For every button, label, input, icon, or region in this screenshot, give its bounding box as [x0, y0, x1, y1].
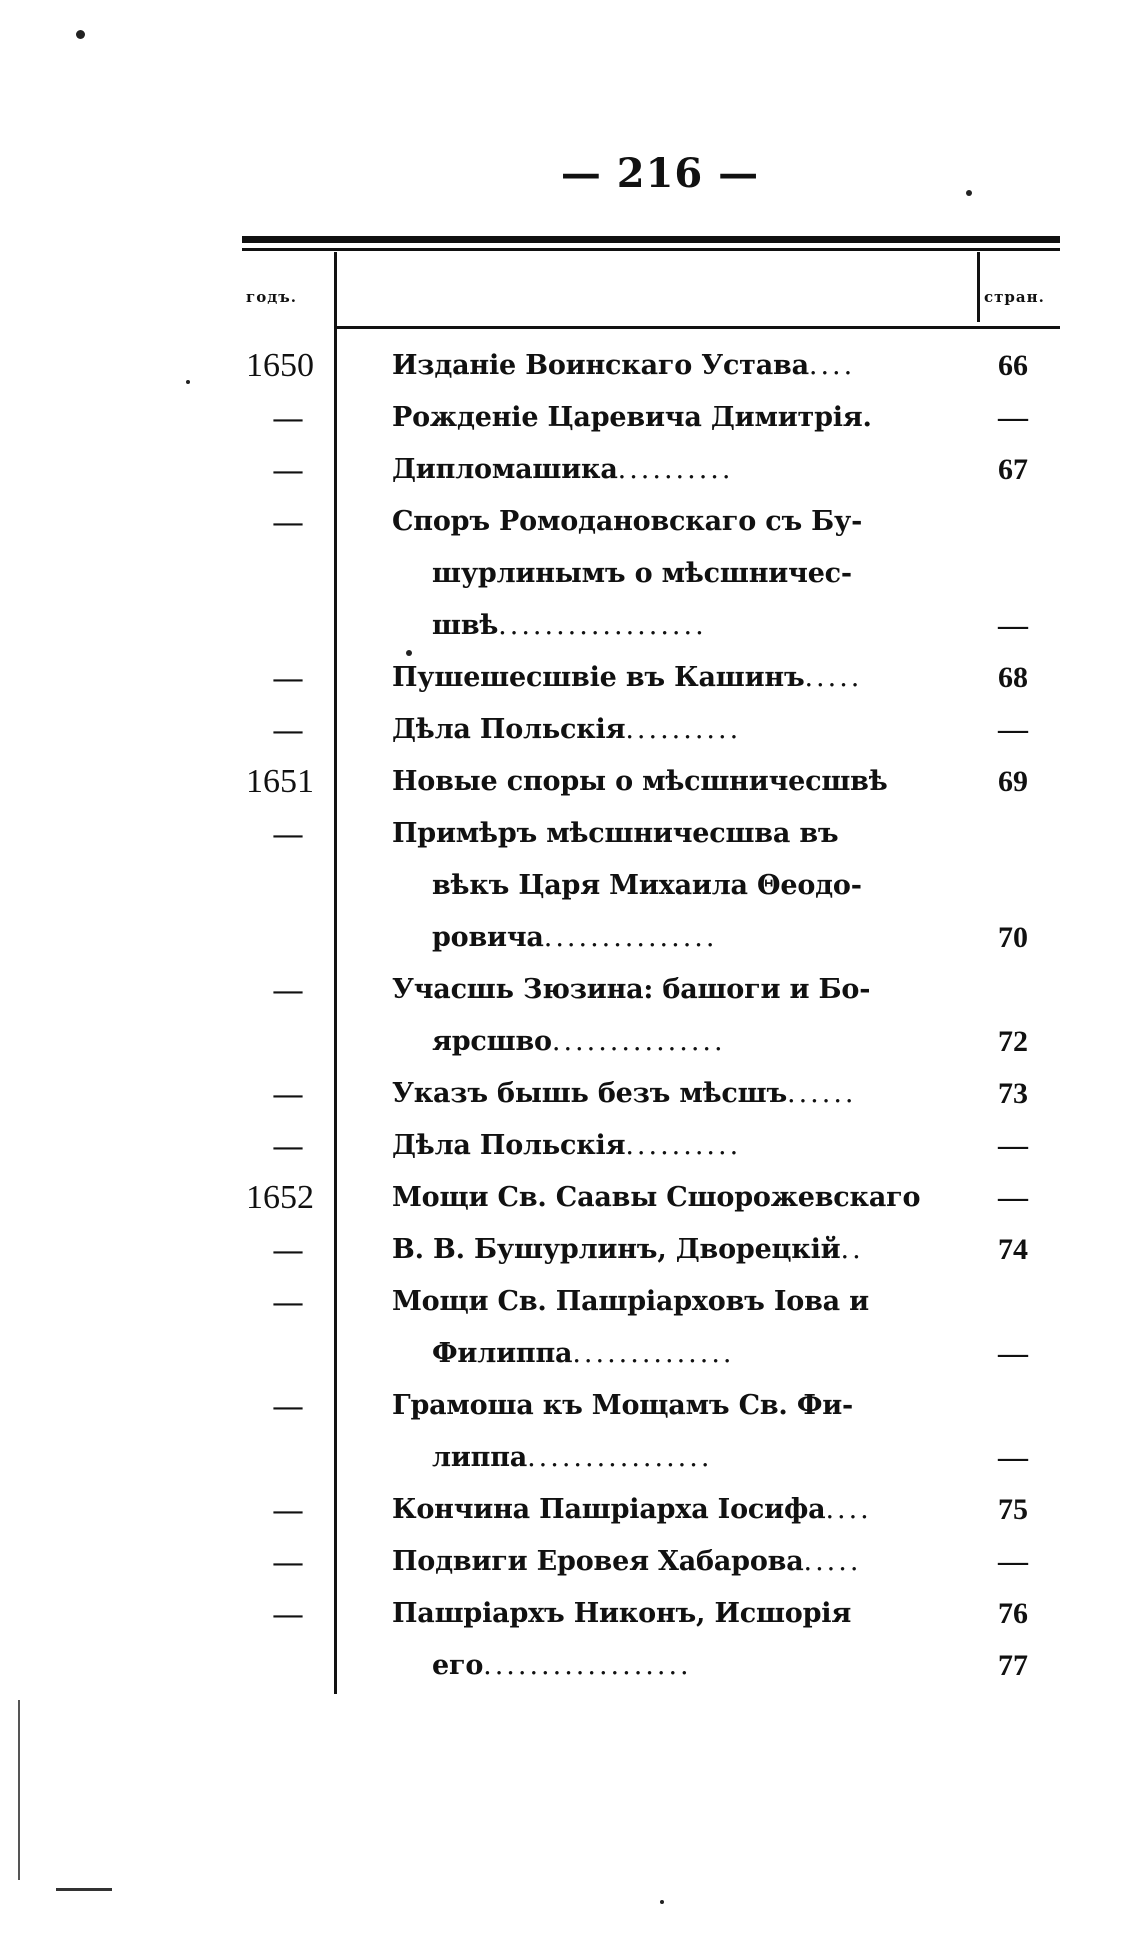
row-year: —: [272, 1543, 304, 1581]
dot-leader: ......: [787, 1078, 857, 1109]
row-page-number: 69: [998, 765, 1028, 798]
row-page-number: 74: [998, 1233, 1028, 1266]
row-entry: [432, 1640, 940, 1692]
row-page-number: —: [998, 1181, 1028, 1214]
entry-title: ровича: [432, 922, 544, 953]
table-row: [0, 496, 1140, 548]
entry-title: Рожденіе Царевича Димитрія.: [392, 402, 872, 433]
row-page-number: —: [998, 401, 1028, 434]
row-entry: [392, 808, 940, 860]
row-page-number: —: [998, 1129, 1028, 1162]
row-year: [246, 600, 330, 652]
row-year: 1652: [246, 1179, 314, 1216]
row-entry: [432, 1432, 940, 1484]
dot-leader: ...............: [543, 922, 718, 953]
dot-leader: ..: [840, 1234, 864, 1265]
entry-title: его: [432, 1650, 484, 1681]
row-year: 1650: [246, 347, 314, 384]
row-year: —: [272, 1231, 304, 1269]
dot-leader: .....: [804, 662, 863, 693]
row-page-number: [968, 860, 1058, 912]
entry-title: Примѣръ мѣсшничесшва въ: [392, 818, 839, 849]
row-entry: [392, 1380, 940, 1432]
table-row: [0, 860, 1140, 912]
table-row: [0, 1016, 1140, 1068]
table-row: [0, 1224, 1140, 1276]
entry-title: Дипломашика: [392, 454, 618, 485]
row-page-number: [968, 808, 1058, 860]
dot-leader: .....: [803, 1546, 862, 1577]
table-row: [0, 1328, 1140, 1380]
table-row: [0, 548, 1140, 600]
row-entry: [432, 1016, 940, 1068]
ink-speck: [966, 190, 972, 196]
row-year: —: [272, 971, 304, 1009]
row-year: [246, 1432, 330, 1484]
entry-title: Мощи Св. Саавы Сшорожевскаго: [392, 1182, 921, 1213]
footer-mark: [56, 1888, 112, 1891]
left-margin-mark: [18, 1700, 20, 1880]
row-year: —: [272, 1283, 304, 1321]
page-column-header: стран.: [984, 288, 1045, 306]
row-year: [246, 1328, 330, 1380]
row-page-number: —: [998, 609, 1028, 642]
row-page-number: [968, 496, 1058, 548]
row-entry: [392, 756, 940, 808]
table-row: [0, 1536, 1140, 1588]
table-row: [0, 912, 1140, 964]
row-year: 1651: [246, 763, 314, 800]
row-page-number: —: [998, 713, 1028, 746]
row-page-number: [968, 548, 1058, 600]
table-row: [0, 340, 1140, 392]
dot-leader: ....: [808, 350, 856, 381]
row-entry: [392, 1276, 940, 1328]
table-row: [0, 704, 1140, 756]
entry-title: Изданіе Воинскаго Устава: [392, 350, 809, 381]
entry-title: швѣ: [432, 610, 499, 641]
ink-speck: [186, 380, 190, 384]
table-row: [0, 1588, 1140, 1640]
row-entry: [392, 1120, 940, 1172]
row-entry: [432, 912, 940, 964]
row-entry: [392, 704, 940, 756]
row-page-number: 76: [998, 1597, 1028, 1630]
row-entry: [392, 964, 940, 1016]
table-row: [0, 1068, 1140, 1120]
row-entry: [392, 1224, 940, 1276]
row-page-number: [968, 1276, 1058, 1328]
row-page-number: —: [998, 1337, 1028, 1370]
row-year: [246, 912, 330, 964]
top-thick-rule: [242, 236, 1060, 243]
dot-leader: ..........: [617, 454, 734, 485]
table-row: [0, 652, 1140, 704]
row-page-number: —: [998, 1441, 1028, 1474]
contents-table: [0, 340, 1140, 1692]
table-row: [0, 808, 1140, 860]
row-entry: [432, 860, 940, 912]
entry-title: липпа: [432, 1442, 528, 1473]
row-year: [246, 548, 330, 600]
dot-leader: ..............: [572, 1338, 735, 1369]
row-entry: [432, 600, 940, 652]
table-row: [0, 1172, 1140, 1224]
entry-title: Подвиги Еровея Хабарова: [392, 1546, 804, 1577]
entry-title: Мощи Св. Пашріарховъ Іова и: [392, 1286, 870, 1317]
row-entry: [392, 1588, 940, 1640]
row-year: —: [272, 399, 304, 437]
row-year: [246, 1016, 330, 1068]
table-row: [0, 1120, 1140, 1172]
dot-leader: ..........: [625, 1130, 742, 1161]
dot-leader: ..........: [625, 714, 742, 745]
ink-speck: [76, 30, 85, 39]
row-page-number: [968, 964, 1058, 1016]
row-year: —: [272, 711, 304, 749]
entry-title: В. В. Бушурлинъ, Дворецкій: [392, 1234, 841, 1265]
row-year: —: [272, 1075, 304, 1113]
table-row: [0, 444, 1140, 496]
row-page-number: 66: [998, 349, 1028, 382]
entry-title: Указъ бышь безъ мѣсшъ: [392, 1078, 787, 1109]
row-entry: [392, 1172, 940, 1224]
entry-title: шурлинымъ о мѣсшничес-: [432, 558, 852, 589]
entry-title: Споръ Ромодановскаго съ Бу-: [392, 506, 863, 537]
entry-title: Учасшь Зюзина: башоги и Бо-: [392, 974, 871, 1005]
year-column-header: годъ.: [246, 288, 297, 306]
row-page-number: 72: [998, 1025, 1028, 1058]
row-year: —: [272, 451, 304, 489]
row-entry: [392, 652, 940, 704]
row-year: —: [272, 815, 304, 853]
row-page-number: —: [998, 1545, 1028, 1578]
header-rule: [336, 326, 1060, 329]
row-year: —: [272, 503, 304, 541]
row-year: [246, 1640, 330, 1692]
ink-speck: [406, 650, 412, 656]
entry-title: Дѣла Польскія: [392, 1130, 626, 1161]
row-year: —: [272, 659, 304, 697]
row-year: [246, 860, 330, 912]
entry-title: Дѣла Польскія: [392, 714, 626, 745]
top-thin-rule: [242, 248, 1060, 251]
row-entry: [392, 1484, 940, 1536]
row-entry: [392, 340, 940, 392]
row-entry: [392, 496, 940, 548]
table-row: [0, 600, 1140, 652]
table-row: [0, 1432, 1140, 1484]
ink-speck: [660, 1900, 664, 1904]
table-row: [0, 392, 1140, 444]
row-entry: [392, 1068, 940, 1120]
row-entry: [392, 392, 940, 444]
table-row: [0, 1380, 1140, 1432]
row-page-number: 68: [998, 661, 1028, 694]
row-page-number: 67: [998, 453, 1028, 486]
row-page-number: 77: [998, 1649, 1028, 1682]
row-entry: [432, 548, 940, 600]
row-entry: [432, 1328, 940, 1380]
page-column-divider: [977, 252, 980, 322]
entry-title: вѣкъ Царя Михаила Θеодо-: [432, 870, 862, 901]
row-page-number: 70: [998, 921, 1028, 954]
dot-leader: ................: [527, 1442, 713, 1473]
row-entry: [392, 444, 940, 496]
row-year: —: [272, 1595, 304, 1633]
entry-title: Грамоша къ Мощамъ Св. Фи-: [392, 1390, 854, 1421]
entry-title: Кончина Пашріарха Іосифа: [392, 1494, 826, 1525]
entry-title: Новые споры о мѣсшничесшвѣ: [392, 766, 888, 797]
table-row: [0, 1640, 1140, 1692]
row-year: —: [272, 1127, 304, 1165]
row-page-number: 73: [998, 1077, 1028, 1110]
entry-title: Пушешесшвіе въ Кашинъ: [392, 662, 805, 693]
page-number: — 216 —: [560, 150, 760, 197]
dot-leader: ..................: [483, 1650, 692, 1681]
table-row: [0, 1484, 1140, 1536]
dot-leader: ....: [825, 1494, 872, 1525]
dot-leader: ..................: [498, 610, 707, 641]
row-entry: [392, 1536, 940, 1588]
row-year: —: [272, 1491, 304, 1529]
row-page-number: [968, 1380, 1058, 1432]
entry-title: ярсшво: [432, 1026, 552, 1057]
row-year: —: [272, 1387, 304, 1425]
entry-title: Пашріархъ Никонъ, Исшорія: [392, 1598, 852, 1629]
entry-title: Филиппа: [432, 1338, 573, 1369]
row-page-number: 75: [998, 1493, 1028, 1526]
table-row: [0, 756, 1140, 808]
table-row: [0, 964, 1140, 1016]
table-row: [0, 1276, 1140, 1328]
dot-leader: ...............: [551, 1026, 726, 1057]
